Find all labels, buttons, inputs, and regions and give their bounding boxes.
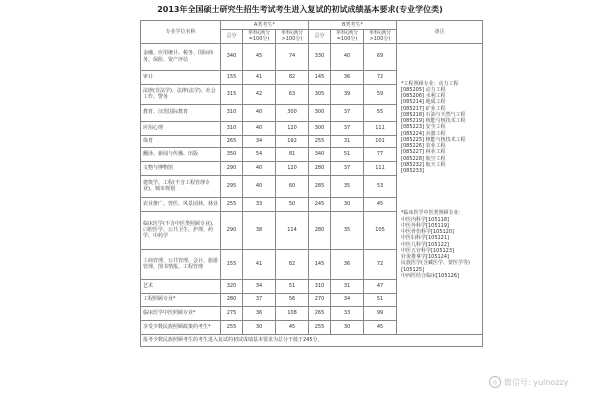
score-a-single-gt100: 114 [276,211,309,249]
header-b-single-gt100: 单科(满分>100分) [364,30,397,44]
score-b-single-100: 39 [331,84,364,104]
score-b-total: 280 [309,211,331,249]
score-b-single-gt100: 105 [364,211,397,249]
engineering-note-item: [085226] 农业工程 [401,143,446,149]
engineering-note-item: [085228] 航空工程 [401,155,446,162]
document-title: 2013年全国硕士研究生招生考试考生进入复试的初试成绩基本要求(专业学位类) [157,5,443,14]
score-a-single-gt100: 120 [276,161,309,175]
engineering-note-item: [085205] 动力工程 [401,86,446,93]
score-b-single-100: 30 [331,197,364,211]
score-a-single-gt100: 60 [276,175,309,197]
medicine-note-item: 民族医学(含藏医学、蒙医学等)[105125] [401,260,470,273]
engineering-note-item: [085224] 兵器工程 [401,130,446,137]
engineering-note-item: [085227] 林业工程 [401,149,446,156]
table-body [141,43,483,346]
score-b-single-100: 36 [331,70,364,84]
footnote-row [141,334,483,346]
engineering-note-item: [085218] 石油与天然气工程 [401,111,466,118]
score-b-single-gt100: 51 [364,293,397,306]
score-a-single-gt100: 63 [276,84,309,104]
score-a-single-100: 41 [243,70,276,84]
score-a-total: 255 [221,320,243,334]
notes-cell [397,43,483,334]
score-b-single-gt100: 47 [364,279,397,293]
score-a-single-gt100: 192 [276,135,309,147]
score-a-single-100: 45 [243,43,276,70]
score-a-single-gt100: 300 [276,104,309,121]
score-a-total: 320 [221,279,243,293]
score-b-single-gt100: 99 [364,306,397,320]
medicine-note-heading: *临床医学中医类照顾专业： [401,210,464,217]
score-b-single-gt100: 45 [364,197,397,211]
header-b-group: B类考生* [309,21,397,30]
score-b-total: 330 [309,43,331,70]
score-b-total: 255 [309,320,331,334]
score-a-total: 290 [221,211,243,249]
score-b-single-100: 37 [331,104,364,121]
major-name: 文物与博物馆 [141,161,221,175]
score-b-single-100: 30 [331,320,364,334]
score-b-total: 300 [309,121,331,135]
major-name: 建筑学、工程(不含工程管理专业)、城市规划 [141,175,221,197]
score-a-single-100: 34 [243,135,276,147]
score-a-single-gt100: 82 [276,249,309,279]
medicine-note-item: 针灸推拿学[105124] [401,254,449,260]
score-b-total: 285 [309,175,331,197]
score-a-total: 155 [221,249,243,279]
score-a-total: 315 [221,84,243,104]
score-b-total: 310 [309,279,331,293]
score-a-single-100: 42 [243,84,276,104]
score-b-total: 145 [309,249,331,279]
engineering-note-item: [085214] 地质工程 [401,99,446,106]
score-a-single-100: 40 [243,161,276,175]
major-name: 工商管理、公共管理、会计、旅游管理、图书情报、工程管理 [141,249,221,279]
score-a-total: 295 [221,175,243,197]
score-a-single-gt100: 108 [276,306,309,320]
engineering-note-item: [085225] 核能与核技术工程 [401,136,466,143]
score-a-single-100: 38 [243,211,276,249]
major-name: 享受少数民族照顾政策的考生* [141,320,221,334]
score-a-total: 155 [221,70,243,84]
score-b-single-100: 31 [331,135,364,147]
engineering-note-item: [085206] 水利工程 [401,93,446,99]
header-a-single-100: 单科(满分=100分) [243,30,276,44]
score-b-single-gt100: 45 [364,320,397,334]
medicine-note-item: 中西医结合临床[105126] [401,272,459,279]
score-a-single-gt100: 51 [276,279,309,293]
watermark-text: 微信号: yulnozzy [504,377,569,387]
table-row [141,43,483,70]
major-name: 临床医学中医照顾专业* [141,306,221,320]
score-b-single-100: 35 [331,211,364,249]
engineering-note-item: [085232] 航天工程 [401,161,446,168]
score-b-single-100: 31 [331,279,364,293]
score-b-single-gt100: 72 [364,249,397,279]
score-a-total: 255 [221,197,243,211]
score-b-total: 340 [309,147,331,161]
major-name: 翻译、新闻与传播、出版 [141,147,221,161]
medicine-note-item: 中医妇科学[105121] [401,235,449,242]
score-table [140,20,483,347]
header-a-total: 总分 [221,30,243,44]
score-b-single-gt100: 111 [364,121,397,135]
score-b-single-gt100: 69 [364,43,397,70]
major-name: 农业推广、兽医、风景园林、林业 [141,197,221,211]
score-a-single-100: 33 [243,197,276,211]
score-b-total: 145 [309,70,331,84]
score-b-single-100: 33 [331,306,364,320]
score-a-total: 290 [221,161,243,175]
score-a-total: 280 [221,293,243,306]
score-b-single-gt100: 59 [364,84,397,104]
footnote: 报考少数民族照顾考生的考生进入复试的初试成绩基本要求为总分不低于245分。 [141,334,483,346]
header-a-single-gt100: 单科(满分>100分) [276,30,309,44]
major-name: 金融、应用统计、税务、国际商务、保险、资产评估 [141,43,221,70]
score-a-single-gt100: 120 [276,121,309,135]
watermark [489,376,568,388]
score-b-single-gt100: 72 [364,70,397,84]
score-a-single-100: 40 [243,121,276,135]
major-name: 艺术 [141,279,221,293]
engineering-note-item: [085233] [401,168,424,174]
score-a-single-gt100: 74 [276,43,309,70]
score-b-single-100: 40 [331,43,364,70]
score-a-single-100: 41 [243,249,276,279]
medicine-note-item: 中医内科学[105118] [401,216,449,223]
score-a-single-100: 54 [243,147,276,161]
score-a-single-gt100: 56 [276,293,309,306]
score-a-total: 310 [221,104,243,121]
major-name: 法律(非法学)、法律(法学)、社会工作、警务 [141,84,221,104]
score-b-total: 245 [309,197,331,211]
header-b-total: 总分 [309,30,331,44]
score-b-total: 270 [309,293,331,306]
score-b-total: 265 [309,306,331,320]
major-name: 教育、汉语国际教育 [141,104,221,121]
score-b-total: 255 [309,135,331,147]
score-a-single-100: 36 [243,306,276,320]
score-a-single-100: 37 [243,293,276,306]
score-b-total: 300 [309,104,331,121]
score-b-single-100: 37 [331,161,364,175]
score-b-single-gt100: 77 [364,147,397,161]
score-a-single-100: 30 [243,320,276,334]
notes-spacer [401,47,478,81]
score-b-single-gt100: 101 [364,135,397,147]
score-a-single-gt100: 82 [276,70,309,84]
engineering-note-item: [085219] 核能与核技术工程 [401,118,466,124]
wechat-icon: ◎ [489,376,501,388]
medicine-note-item: 中医外科学[105119] [401,222,449,229]
engineering-note-heading: *工程照顾专业：动力工程 [401,80,459,87]
medicine-note-item: 中医儿科学[105122] [401,241,449,248]
score-a-single-gt100: 45 [276,320,309,334]
score-a-total: 340 [221,43,243,70]
score-b-single-100: 51 [331,147,364,161]
score-a-single-100: 40 [243,175,276,197]
score-a-total: 310 [221,121,243,135]
major-name: 应用心理 [141,121,221,135]
score-a-total: 265 [221,135,243,147]
medicine-note-item: 中医五官科学[105123] [401,247,454,254]
score-b-single-100: 34 [331,293,364,306]
score-b-single-100: 35 [331,175,364,197]
score-a-total: 350 [221,147,243,161]
score-b-single-100: 37 [331,121,364,135]
notes-spacer [401,174,478,208]
major-name: 工程照顾专业* [141,293,221,306]
score-b-single-gt100: 55 [364,104,397,121]
score-b-single-100: 36 [331,249,364,279]
major-name: 审计 [141,70,221,84]
score-a-total: 275 [221,306,243,320]
header-major: 专业学位名称 [141,21,221,44]
score-b-single-gt100: 111 [364,161,397,175]
score-a-single-gt100: 81 [276,147,309,161]
medicine-note-item: 中医骨伤科学[105120] [401,229,454,235]
score-b-single-gt100: 53 [364,175,397,197]
score-a-single-gt100: 50 [276,197,309,211]
score-b-total: 305 [309,84,331,104]
major-name: 临床医学(不含中医类照顾专业)、口腔医学、公共卫生、护理、药学、中药学 [141,211,221,249]
header-b-single-100: 单科(满分=100分) [331,30,364,44]
engineering-note-item: [085223] 安全工程 [401,124,446,131]
header-notes: 备注 [397,21,483,44]
score-a-single-100: 40 [243,104,276,121]
engineering-note-item: [085217] 矿业工程 [401,105,446,112]
header-a-group: A类考生* [221,21,309,30]
score-a-single-100: 34 [243,279,276,293]
score-b-total: 280 [309,161,331,175]
major-name: 体育 [141,135,221,147]
